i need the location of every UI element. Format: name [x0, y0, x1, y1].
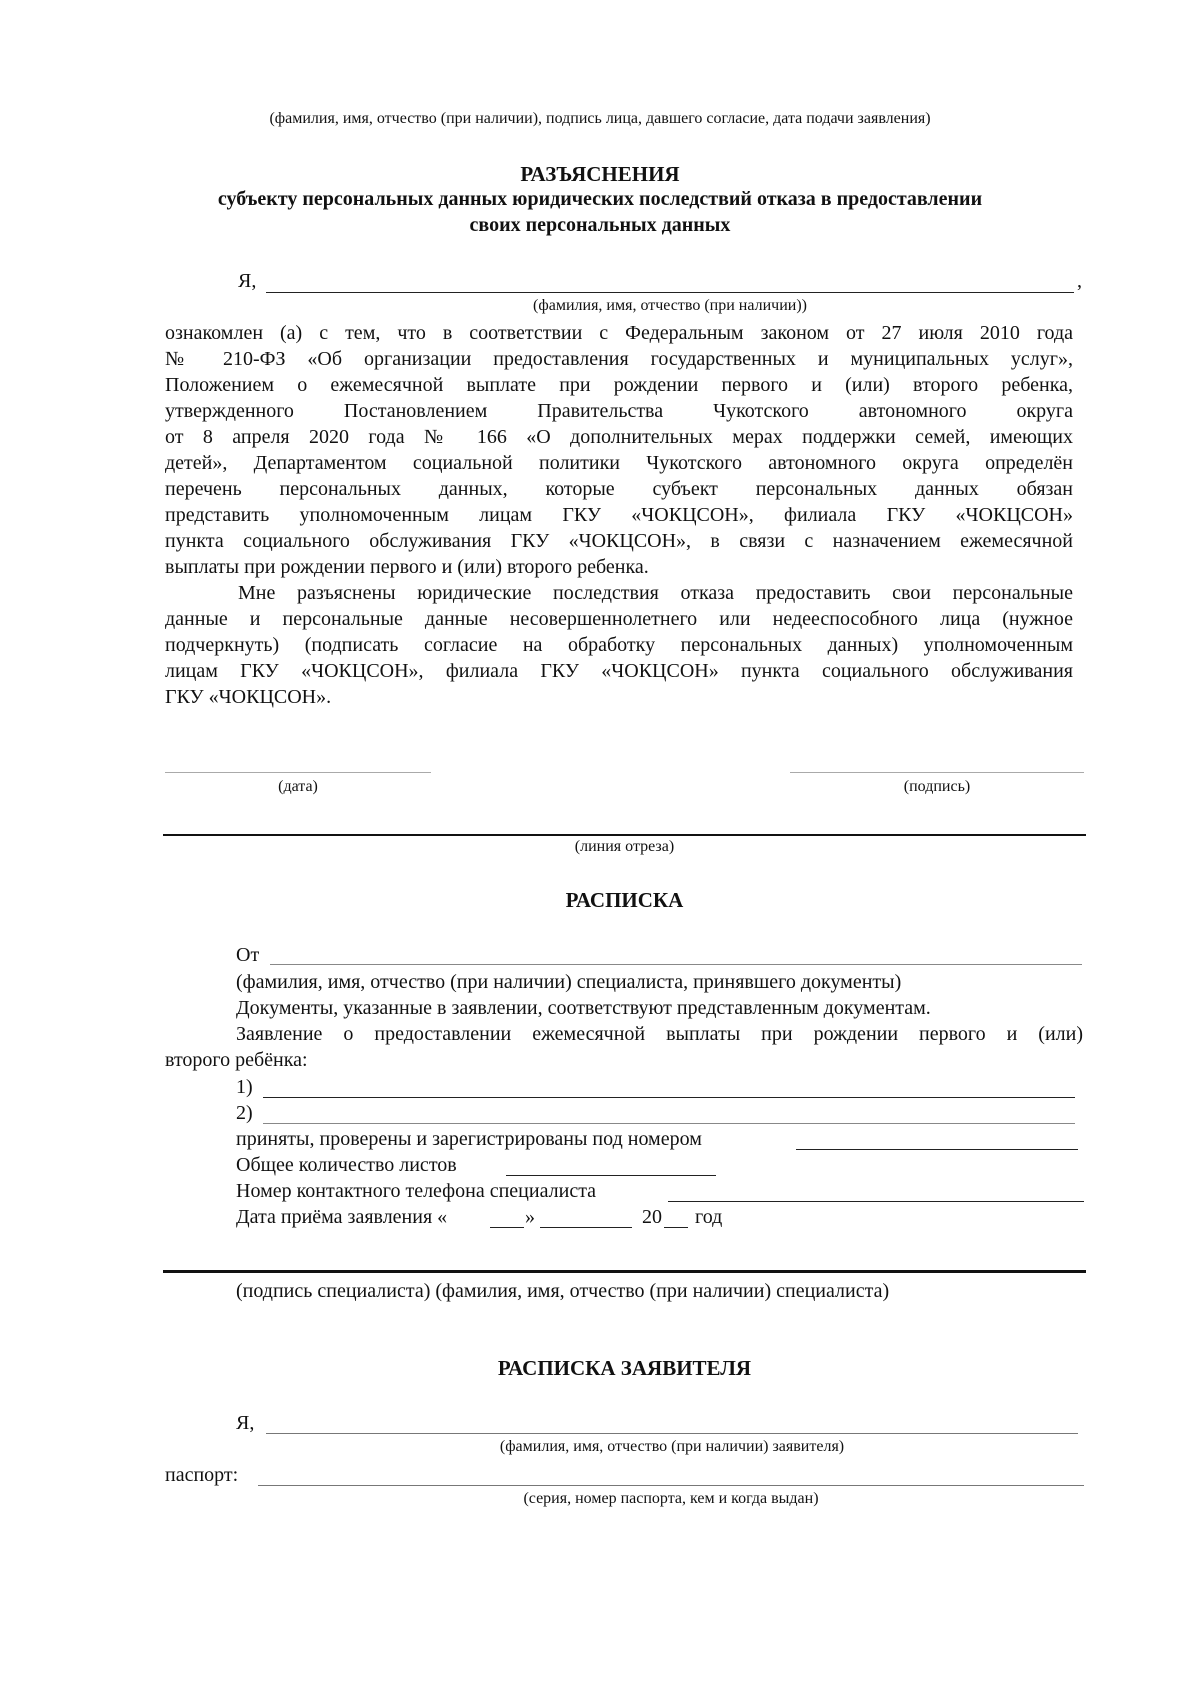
receipt-from-label: От — [236, 944, 260, 966]
receipt-phone-label: Номер контактного телефона специалиста — [236, 1180, 597, 1202]
applicant-passport-line[interactable] — [258, 1485, 1084, 1486]
receipt-date-quote: » — [525, 1206, 535, 1228]
paragraph-line: утвержденного Постановлением Правительства Чукотского автономного округа — [165, 400, 1073, 422]
receipt-date-year-prefix: 20 — [642, 1206, 662, 1228]
receipt-item-2-label: 2) — [236, 1102, 253, 1124]
receipt-date-year-line[interactable] — [664, 1227, 688, 1228]
paragraph-line: второго ребёнка: — [165, 1049, 308, 1071]
explanation-title: РАЗЪЯСНЕНИЯ — [520, 162, 680, 186]
applicant-passport-caption: (серия, номер паспорта, кем и когда выдан) — [523, 1490, 819, 1507]
date-line[interactable] — [165, 772, 431, 773]
receipt-date-label: Дата приёма заявления « — [236, 1206, 448, 1228]
paragraph-line: перечень персональных данных, которые субъект персональных данных обязан — [165, 478, 1073, 500]
explanation-subtitle-line1: субъекту персональных данных юридических последствий отказа в предоставлении — [217, 188, 983, 210]
explanation-paragraph-2 — [165, 580, 1073, 710]
explanation-comma: , — [1077, 270, 1082, 292]
receipt-signature-caption: (подпись специалиста) (фамилия, имя, отчество (при наличии) специалиста) — [236, 1280, 890, 1302]
explanation-fio-caption: (фамилия, имя, отчество (при наличии)) — [533, 297, 807, 314]
receipt-item-1-line[interactable] — [263, 1097, 1075, 1098]
receipt-date-day-line[interactable] — [490, 1227, 524, 1228]
date-caption: (дата) — [278, 778, 318, 795]
receipt-sheets-line[interactable] — [506, 1175, 716, 1176]
receipt-registration-number-line[interactable] — [796, 1149, 1078, 1150]
cut-line-caption: (линия отреза) — [574, 838, 675, 855]
receipt-registered-label: приняты, проверены и зарегистрированы под номером — [236, 1128, 702, 1150]
paragraph-line: ГКУ «ЧОКЦСОН». — [165, 686, 332, 708]
paragraph-line: выплаты при рождении первого и (или) второго ребенка. — [165, 556, 649, 578]
receipt-from-line[interactable] — [270, 964, 1082, 965]
receipt-sheets-label: Общее количество листов — [236, 1154, 457, 1176]
explanation-ya-label: Я, — [238, 270, 257, 292]
paragraph-line: детей», Департаментом социальной политики Чукотского автономного округа определён — [165, 452, 1073, 474]
explanation-subtitle-line2: своих персональных данных — [469, 214, 731, 236]
paragraph-line: № 210-ФЗ «Об организации предоставления государственных и муниципальных услуг», — [165, 348, 1073, 370]
receipt-docs-line: Документы, указанные в заявлении, соответствуют представленным документам. — [236, 997, 931, 1019]
paragraph-line: подчеркнуть) (подписать согласие на обработку персональных данных) уполномоченным — [165, 634, 1073, 656]
top-caption: (фамилия, имя, отчество (при наличии), подпись лица, давшего согласие, дата подачи заявления) — [269, 110, 931, 127]
paragraph-line: данные и персональные данные несовершеннолетнего или недееспособного лица (нужное — [165, 608, 1073, 630]
receipt-date-month-line[interactable] — [540, 1227, 632, 1228]
receipt-phone-line[interactable] — [668, 1201, 1084, 1202]
receipt-item-1-label: 1) — [236, 1076, 253, 1098]
paragraph-line: Мне разъяснены юридические последствия отказа предоставить свои персональные — [238, 582, 1073, 604]
explanation-fio-line[interactable] — [266, 292, 1074, 293]
receipt-date-god: год — [695, 1206, 723, 1228]
applicant-fio-caption: (фамилия, имя, отчество (при наличии) заявителя) — [499, 1438, 845, 1455]
receipt-item-2-line[interactable] — [263, 1123, 1075, 1124]
applicant-ya-label: Я, — [236, 1412, 255, 1434]
signature-caption: (подпись) — [903, 778, 971, 795]
applicant-passport-label: паспорт: — [165, 1464, 239, 1486]
paragraph-line: Заявление о предоставлении ежемесячной выплаты при рождении первого и (или) — [236, 1023, 1083, 1045]
paragraph-line: от 8 апреля 2020 года № 166 «О дополнительных мерах поддержки семей, имеющих — [165, 426, 1073, 448]
paragraph-line: лицам ГКУ «ЧОКЦСОН», филиала ГКУ «ЧОКЦСОН» пункта социального обслуживания — [165, 660, 1073, 682]
paragraph-line: пункта социального обслуживания ГКУ «ЧОКЦСОН», в связи с назначением ежемесячной — [165, 530, 1073, 552]
receipt-title: РАСПИСКА — [565, 888, 684, 912]
applicant-fio-line[interactable] — [266, 1433, 1078, 1434]
cut-line — [163, 834, 1086, 836]
receipt-signature-line[interactable] — [163, 1270, 1086, 1273]
paragraph-line: представить уполномоченным лицам ГКУ «ЧОКЦСОН», филиала ГКУ «ЧОКЦСОН» — [165, 504, 1073, 526]
signature-line[interactable] — [790, 772, 1084, 773]
paragraph-line: ознакомлен (а) с тем, что в соответствии с Федеральным законом от 27 июля 2010 года — [165, 322, 1073, 344]
paragraph-line: Положением о ежемесячной выплате при рождении первого и (или) второго ребенка, — [165, 374, 1073, 396]
explanation-paragraph-1 — [165, 320, 1073, 580]
receipt-application-text — [165, 1021, 1083, 1073]
receipt-from-caption: (фамилия, имя, отчество (при наличии) специалиста, принявшего документы) — [236, 971, 902, 993]
applicant-receipt-title: РАСПИСКА ЗАЯВИТЕЛЯ — [497, 1356, 752, 1380]
